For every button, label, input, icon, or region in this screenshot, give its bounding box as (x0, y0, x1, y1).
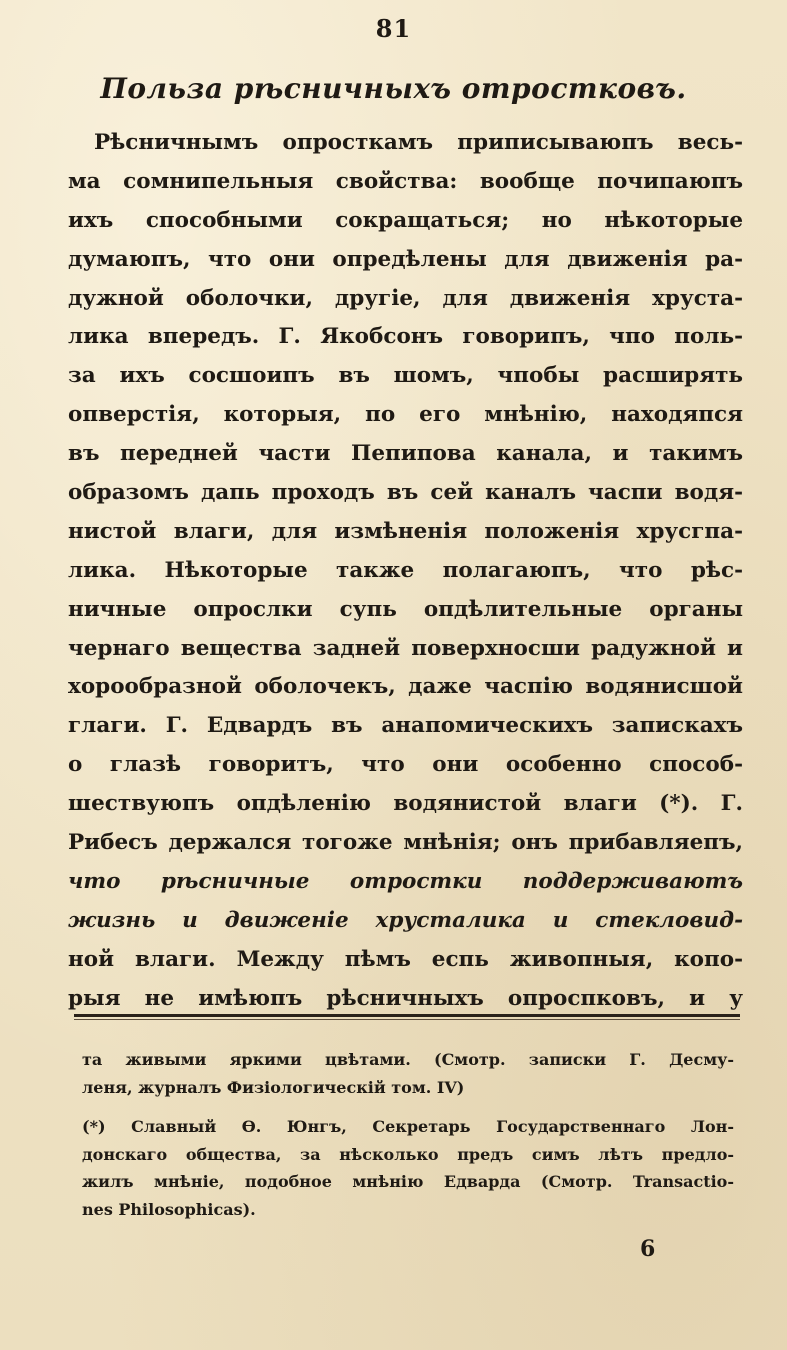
text-line: лика впередъ. Г. Якобсонъ говорипъ, чпо поль- (68, 324, 743, 350)
signature-mark: 6 (640, 1236, 656, 1262)
main-text (68, 124, 743, 1018)
text-line: шествуюпъ опдѣленію водянистой влаги (*). Г. (68, 791, 743, 817)
section-heading: Польза рѣсничныхъ отростковъ. (100, 72, 687, 105)
text-line: ной влаги. Между пѣмъ еспь живопныя, копо- (68, 946, 743, 972)
text-line: ихъ способными сокращаться; но нѣкоторые (68, 207, 743, 233)
footnote-line: nes Philosophicas). (82, 1199, 256, 1219)
text-line: лика. Нѣкоторые также полагаюпъ, что рѣс- (68, 557, 743, 583)
text-line: въ передней части Пепипова канала, и такимъ (68, 441, 743, 467)
text-line: о глазѣ говоритъ, что они особенно способ- (68, 752, 743, 778)
text-line: за ихъ сосшоипъ въ шомъ, чпобы расширять (68, 363, 743, 389)
text-line: дужной оболочки, другіе, для движенія хруста- (68, 285, 743, 311)
text-line: нистой влаги, для измѣненія положенія хрусгпа- (68, 518, 743, 544)
footnote-line: (*) Славный Ѳ. Юнгъ, Секретарь Государственнаго Лон- (82, 1117, 734, 1136)
text-line: образомъ дапь проходъ въ сей каналъ часпи водя- (68, 480, 743, 506)
text-line: чернаго вещества задней поверхносши радужной и (68, 635, 743, 661)
text-line: глаги. Г. Едвардъ въ анапомическихъ запискахъ (68, 713, 743, 739)
footnote-line: та живыми яркими цвѣтами. (Смотр. записки Г. Десму- (82, 1050, 734, 1069)
text-line: жизнь и движеніе хрусталика и стекловид- (68, 907, 743, 933)
text-line: опверстія, которыя, по его мнѣнію, находяпся (68, 402, 743, 428)
note-gap (82, 1101, 734, 1113)
text-line: хорообразной оболочекъ, даже часпію водянисшой (68, 674, 743, 700)
footnote-line: донскаго общества, за нѣсколько предъ симъ лѣтъ предло- (82, 1144, 734, 1164)
text-line: что рѣсничные отростки поддерживаютъ (68, 868, 743, 894)
text-line: Рибесъ держался тогоже мнѣнія; онъ прибавляепъ, (68, 830, 743, 856)
page-number: 81 (375, 14, 412, 43)
footnote-line: жилъ мнѣніе, подобное мнѣнію Едварда (Смотр. Transactio- (82, 1172, 734, 1191)
text-line: Рѣсничнымъ опросткамъ приписываюпъ весь- (94, 130, 743, 155)
text-line: думаюпъ, что они опредѣлены для движенія ра- (68, 246, 743, 272)
footnotes (82, 1046, 734, 1223)
footnote-divider (74, 1014, 740, 1017)
text-line: ничные опрослки супь опдѣлительные органы (68, 596, 743, 622)
footnote-line: леня, журналъ Физіологическій том. IV) (82, 1077, 465, 1097)
text-line: ма сомнипельныя свойства: вообще почипаюпъ (68, 168, 743, 194)
text-line: рыя не имѣюпъ рѣсничныхъ опроспковъ, и у (68, 985, 743, 1011)
